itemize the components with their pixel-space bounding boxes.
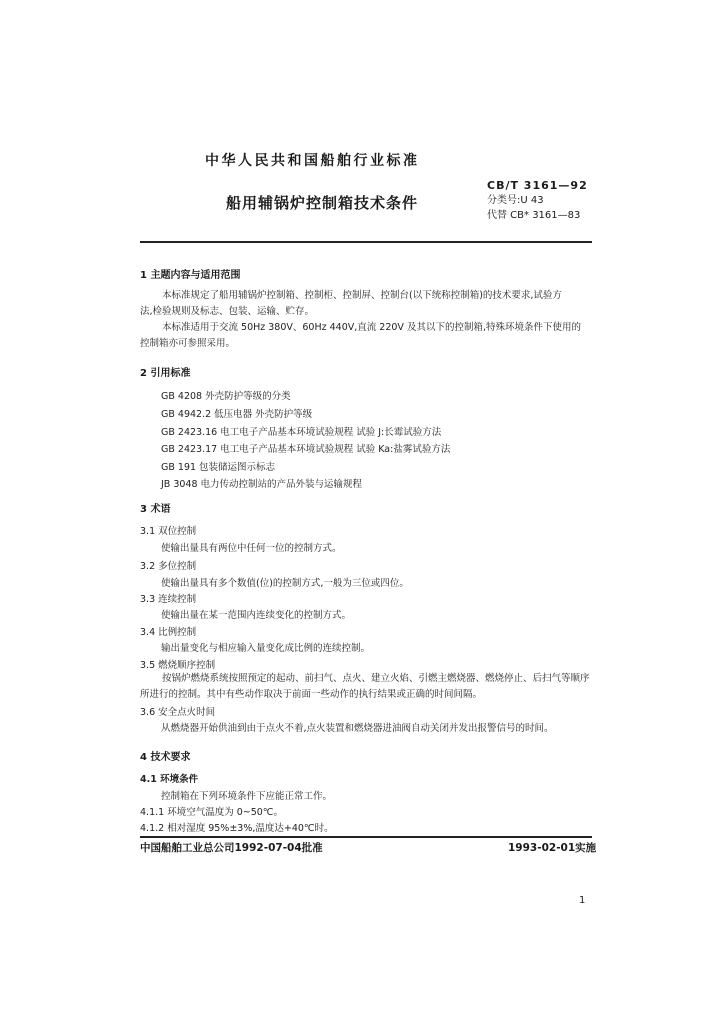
reference-item: GB 2423.17 电工电子产品基本环境试验规程 试验 Ka:盐雾试验方法 (161, 444, 451, 455)
term-title: 3.6 安全点火时间 (140, 707, 216, 718)
approval-date: 中国船舶工业总公司1992-07-04批准 (140, 842, 323, 854)
clause-body: 控制箱在下列环境条件下应能正常工作。 (161, 791, 333, 802)
reference-item: JB 3048 电力传动控制站的产品外装与运输规程 (161, 479, 363, 490)
text-line: 本标准规定了船用辅锅炉控制箱、控制柜、控制屏、控制台(以下统称控制箱)的技术要求,试验方 (162, 290, 562, 301)
term-title: 3.1 双位控制 (140, 526, 197, 537)
term-title: 3.4 比例控制 (140, 627, 197, 638)
section-4-heading: 4 技术要求 (140, 752, 191, 763)
term-definition: 从燃烧器开始供油到由于点火不着,点火装置和燃烧器进油阀自动关闭并发出报警信号的时间。 (161, 723, 554, 734)
clause-item: 4.1.2 相对湿度 95%±3%,温度达+40℃时。 (140, 823, 334, 834)
clause-title: 4.1 环境条件 (140, 774, 199, 785)
effective-date: 1993-02-01实施 (508, 842, 597, 854)
document-title: 船用辅锅炉控制箱技术条件 (226, 194, 419, 212)
standard-code: CB/T 3161—92 (487, 179, 588, 192)
term-title: 3.5 燃烧顺序控制 (140, 660, 216, 671)
text-line: 本标准适用于交流 50Hz 380V、60Hz 440V,直流 220V 及其以下的控制箱,特殊环境条件下使用的 (162, 322, 581, 333)
term-definition: 输出量变化与相应输入量变化成比例的连续控制。 (161, 643, 371, 654)
term-definition: 使输出量在某一范围内连续变化的控制方式。 (161, 610, 352, 621)
term-definition (140, 671, 592, 703)
reference-item: GB 4942.2 低压电器 外壳防护等级 (161, 409, 313, 420)
reference-item: GB 4208 外壳防护等级的分类 (161, 391, 291, 402)
section-1-paragraph-1 (140, 288, 592, 320)
text-line: 控制箱亦可参照采用。 (140, 338, 236, 349)
standard-info (487, 178, 588, 223)
reference-item: GB 2423.16 电工电子产品基本环境试验规程 试验 J:长霉试验方法 (161, 427, 442, 438)
term-title: 3.2 多位控制 (140, 561, 197, 572)
term-definition: 使输出量具有两位中任何一位的控制方式。 (161, 543, 342, 554)
text-line: 按锅炉燃烧系统按照预定的起动、前扫气、点火、建立火焰、引燃主燃烧器、燃烧停止、后扫气等顺序 (162, 673, 590, 684)
footer-divider (140, 836, 592, 838)
page-number: 1 (579, 895, 586, 906)
header-divider (140, 241, 592, 243)
term-title: 3.3 连续控制 (140, 594, 197, 605)
term-definition: 使输出量具有多个数值(位)的控制方式,一般为三位或四位。 (161, 578, 409, 589)
text-line: 所进行的控制。其中有些动作取决于前面一些动作的执行结果或正确的时间间隔。 (140, 689, 483, 700)
clause-item: 4.1.1 环境空气温度为 0~50℃。 (140, 807, 283, 818)
section-3-heading: 3 术语 (140, 504, 171, 515)
reference-item: GB 191 包装储运图示标志 (161, 462, 276, 473)
text-line: 法,检验规则及标志、包装、运输、贮存。 (140, 306, 315, 317)
section-1-paragraph-2 (140, 320, 592, 352)
org-title: 中华人民共和国船舶行业标准 (205, 153, 420, 169)
replaces-standard: 代替 CB* 3161—83 (487, 210, 581, 221)
section-2-heading: 2 引用标准 (140, 368, 191, 379)
classification-number: 分类号:U 43 (487, 195, 544, 206)
section-1-heading: 1 主题内容与适用范围 (140, 270, 241, 281)
